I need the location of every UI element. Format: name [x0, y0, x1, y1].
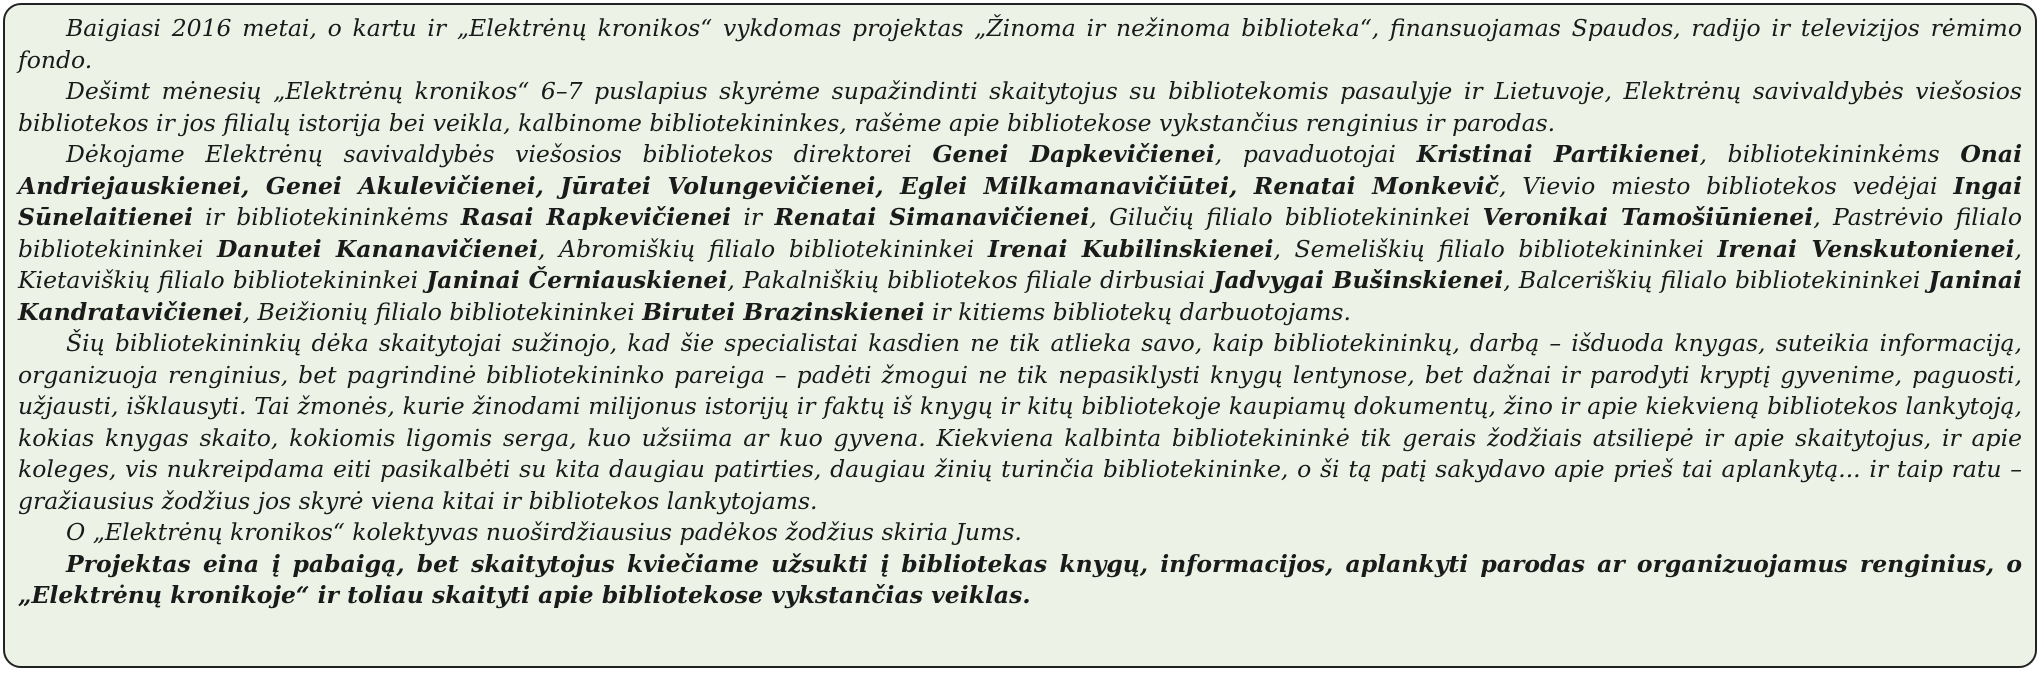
- paragraph: [18, 517, 2022, 549]
- bold-name: Birutei Brazinskienei: [642, 297, 925, 326]
- bold-name: Rasai Rapkevičienei: [460, 203, 732, 231]
- text-run: Baigiasi 2016 metai, o kartu ir „Elektrėnų kronikos“ vykdomas projektas „Žinoma ir nežinoma biblioteka“, finansuojamas Spaudos, radijo ir televizijos rėmimo fondo.: [18, 14, 2022, 74]
- text-run: O „Elektrėnų kronikos“ kolektyvas nuoširdžiausius padėkos žodžius skiria Jums.: [66, 518, 1022, 546]
- bold-name: Veronikai Tamošiūnienei: [1482, 203, 1814, 231]
- article-box: [3, 3, 2037, 668]
- text-run: , Pakalniškių bibliotekos filiale dirbusiai: [727, 266, 1214, 294]
- paragraph: [18, 76, 2022, 139]
- text-run: , pavaduotojai: [1214, 140, 1417, 168]
- paragraph: [18, 549, 2022, 612]
- text-run: Dėkojame Elektrėnų savivaldybės viešosios bibliotekos direktorei: [66, 140, 933, 168]
- bold-name: Janinai Kandratavičienei: [18, 266, 2022, 326]
- bold-name: Renatai Simanavičienei: [774, 203, 1090, 231]
- text-run: ir: [731, 203, 775, 231]
- text-run: Šių bibliotekininkių dėka skaitytojai sužinojo, kad šie specialistai kasdien ne tik atlieka savo, kaip bibliotekininkų, darbą – išduoda knygas, suteikia informaciją, organizuoja renginius, bet pagrindinė bibliotekininko pareiga – padėti žmogui ne tik nepasiklysti knygų lentynose, bet dažnai ir parodyti kryptį gyvenime, paguosti, užjausti, išklausyti. Tai žmonės, kurie žinodami milijonus istorijų ir faktų iš knygų ir kitų bibliotekoje kaupiamų dokumentų, žino ir apie kiekvieną bibliotekos lankytoją, kokias knygas skaito, kokiomis ligomis serga, kuo užsiima ar kuo gyvena. Kiekviena kalbinta bibliotekininkė tik gerais žodžiais atsiliepė ir apie skaitytojus, ir apie koleges, vis nukreipdama eiti pasikalbėti su kita daugiau patirties, daugiau žinių turinčia bibliotekininke, o ši tą patį sakydavo apie prieš tai aplankytą... ir taip ratu – gražiausius žodžius jos skyrė viena kitai ir bibliotekos lankytojams.: [18, 329, 2022, 515]
- article-text: [18, 13, 2022, 612]
- bold-name: Janinai Černiauskienei: [426, 266, 728, 294]
- text-run: ir bibliotekininkėms: [192, 203, 461, 231]
- text-run: , Semeliškių filialo bibliotekininkei: [1273, 234, 1718, 263]
- bold-name: Irenai Venskutonienei: [1717, 234, 2015, 263]
- bold-name: Onai Andriejauskienei, Genei Akulevičienei, Jūratei Volungevičienei, Eglei Milkamanavičiūtei, Renatai Monkevič: [18, 140, 2023, 200]
- bold-name: Danutei Kananavičienei: [217, 234, 538, 263]
- text-run: , Beižionių filialo bibliotekininkei: [242, 297, 643, 326]
- bold-name: Projektas eina į pabaigą, bet skaitytojus kviečiame užsukti į bibliotekas knygų, informacijos, aplankyti parodas ar organizuojamus renginius, o „Elektrėnų kronikoje“ ir toliau skaityti apie bibliotekose vykstančias veiklas.: [18, 549, 2022, 609]
- paragraph: [18, 328, 2022, 517]
- bold-name: Genei Dapkevičienei: [932, 140, 1215, 168]
- paragraph: [18, 13, 2022, 76]
- text-run: , Gilučių filialo bibliotekininkei: [1089, 203, 1483, 231]
- bold-name: Ingai Sūnelaitienei: [18, 171, 2022, 231]
- paragraph: [18, 139, 2022, 328]
- text-run: , Abromiškių filialo bibliotekininkei: [537, 234, 988, 263]
- text-run: , bibliotekininkėms: [1699, 140, 1961, 168]
- text-run: , Pastrėvio filialo bibliotekininkei: [18, 203, 2023, 263]
- text-run: Dešimt mėnesių „Elektrėnų kronikos“ 6–7 puslapius skyrėme supažindinti skaitytojus su bibliotekomis pasaulyje ir Lietuvoje, Elektrėnų savivaldybės viešosios bibliotekos ir jos filialų istorija bei veikla, kalbinome bibliotekininkes, rašėme apie bibliotekose vykstančius renginius ir parodas.: [18, 77, 2022, 137]
- text-run: , Vievio miesto bibliotekos vedėjai: [1499, 171, 1954, 200]
- bold-name: Irenai Kubilinskienei: [987, 234, 1274, 263]
- bold-name: Kristinai Partikienei: [1416, 140, 1700, 168]
- text-run: , Balceriškių filialo bibliotekininkei: [1503, 266, 1929, 294]
- text-run: ir kitiems bibliotekų darbuotojams.: [924, 297, 1351, 326]
- text-run: , Kietaviškių filialo bibliotekininkei: [18, 234, 2023, 294]
- bold-name: Jadvygai Bušinskienei: [1213, 266, 1504, 294]
